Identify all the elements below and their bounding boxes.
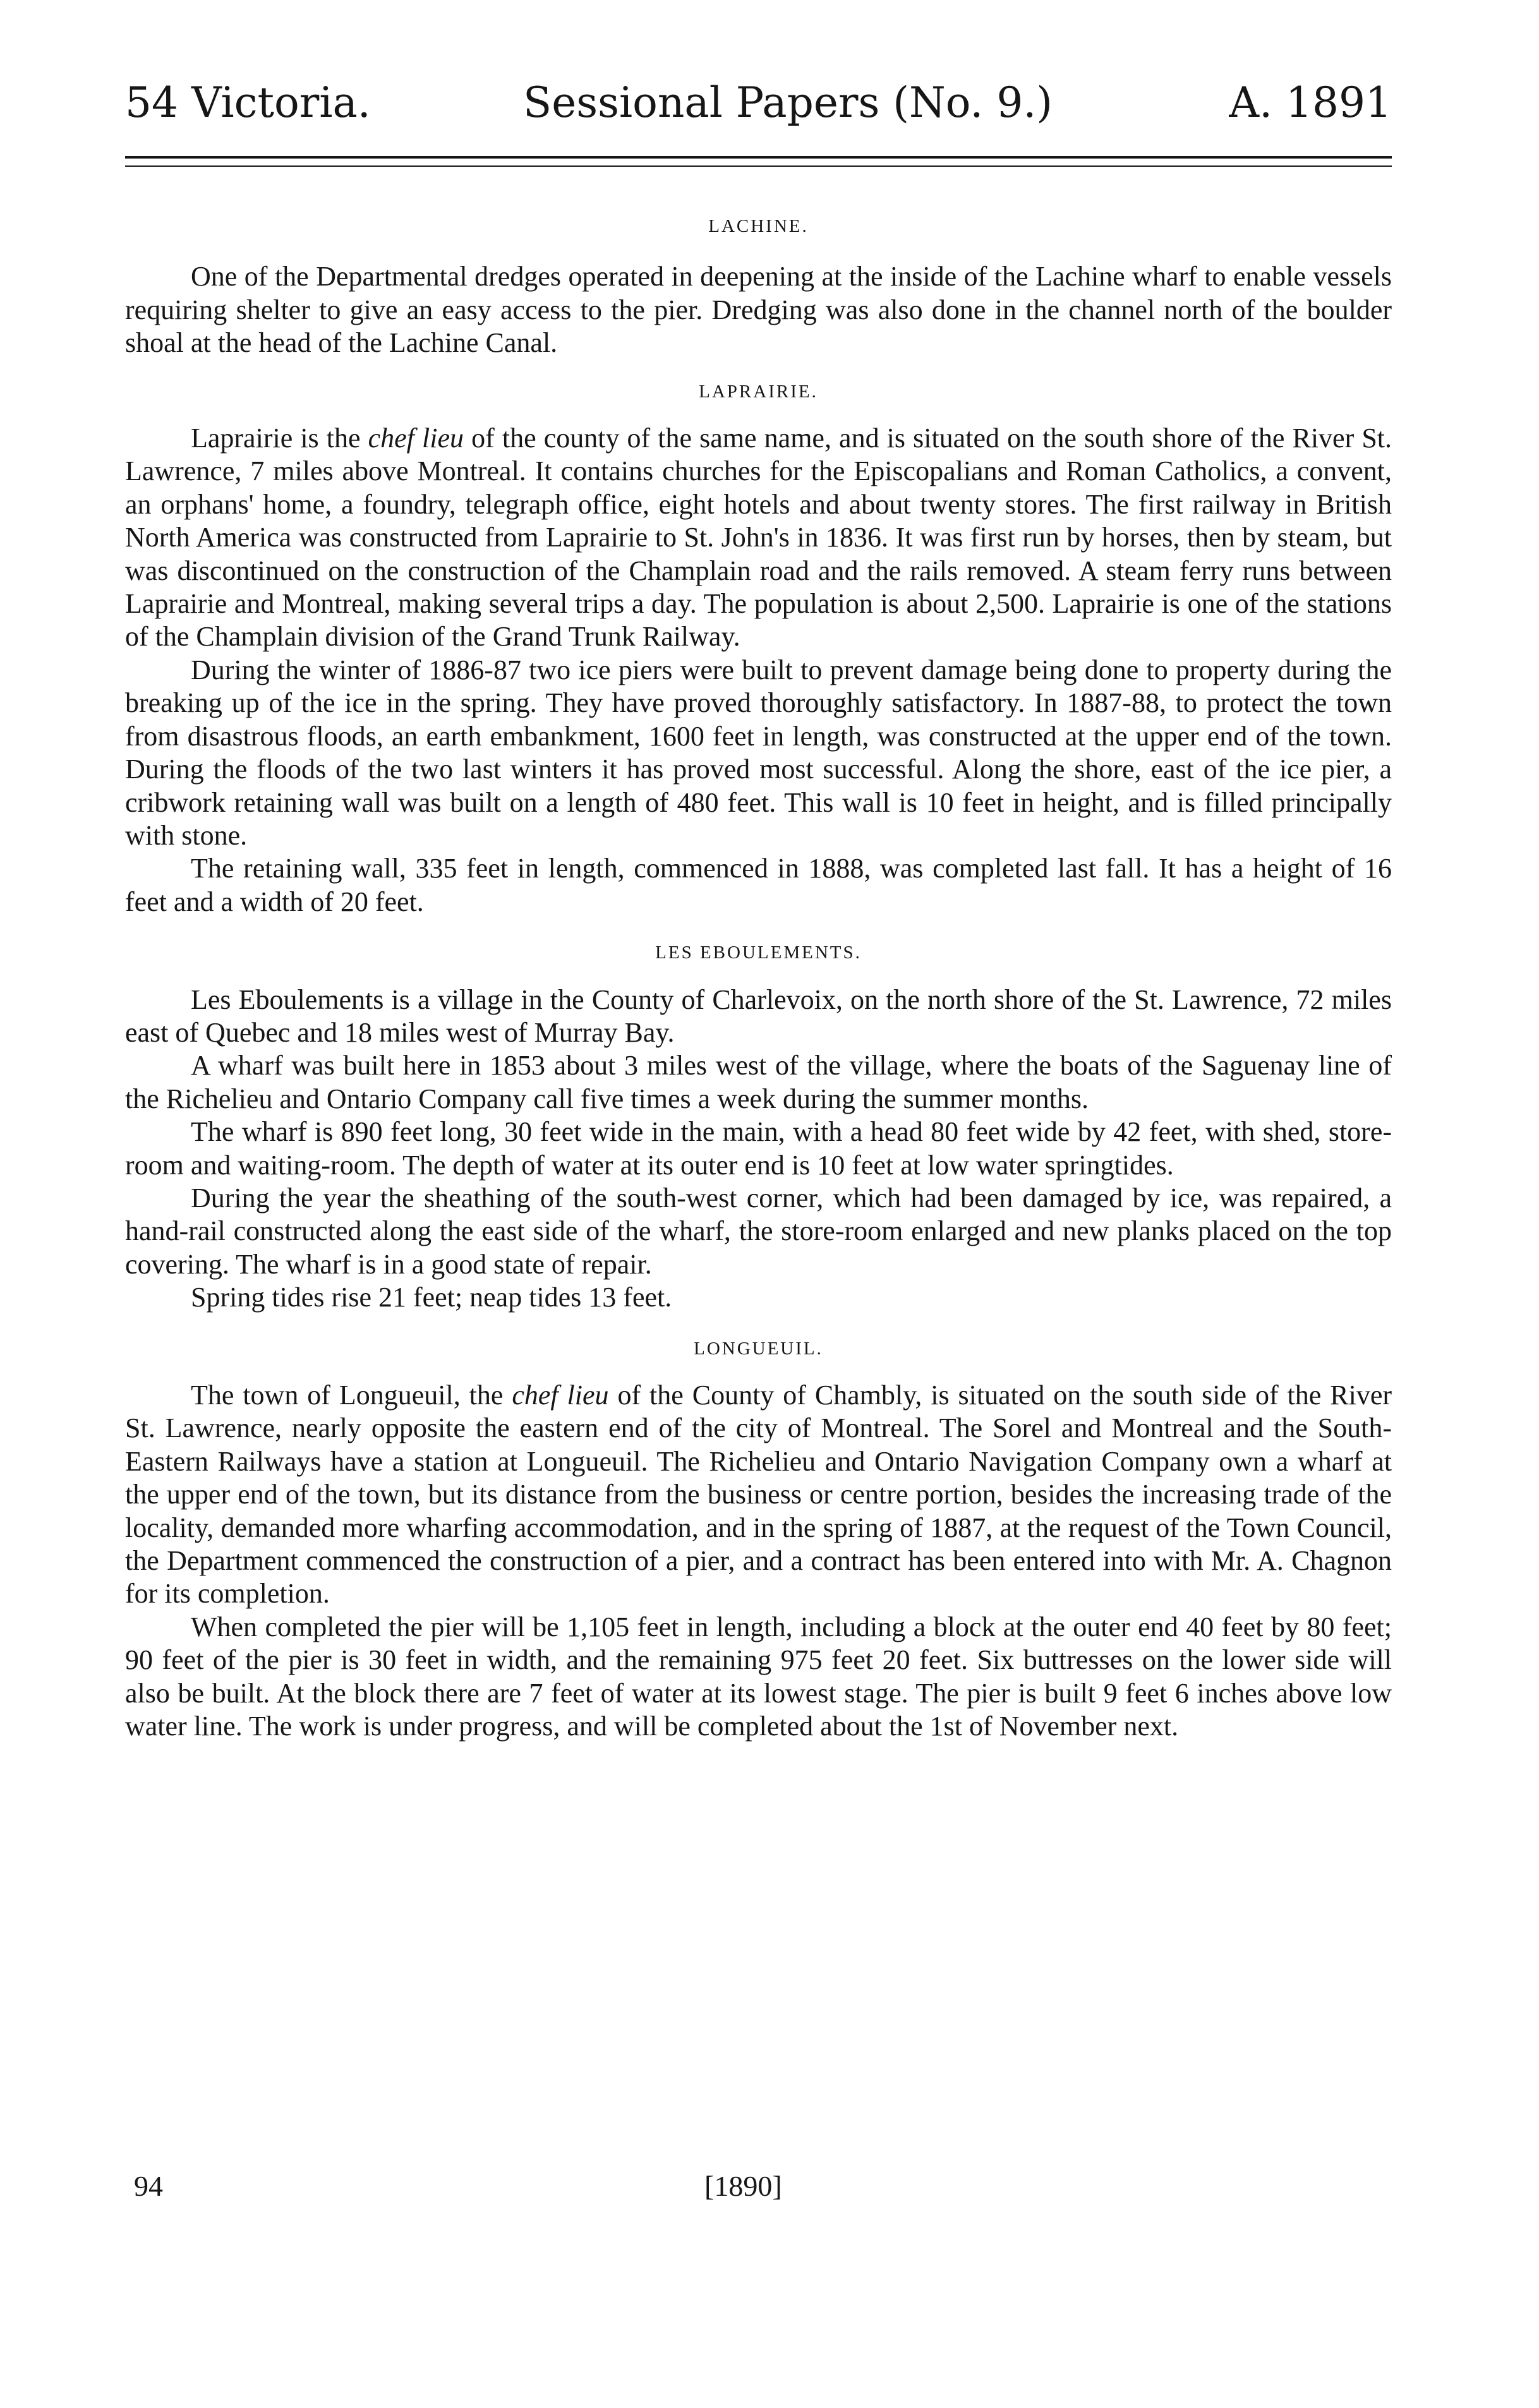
header-rule-thin	[125, 166, 1392, 167]
header-year: A. 1891	[1229, 78, 1392, 127]
paragraph-longueuil-2: When completed the pier will be 1,105 feet in length, including a block at the outer end 40 feet by 80 feet; 90 feet of the pier is 30 feet in width, and the remaining 975 feet 20 feet. Six buttresses on the lower side will also be built. At the block there are 7 feet of water at its lowest stage. The pier is built 9 feet 6 inches above low water line. The work is under progress, and will be completed about the 1st of November next.	[125, 1611, 1392, 1742]
section-heading-eboulements: LES EBOULEMENTS.	[655, 942, 862, 963]
page-body	[125, 193, 1392, 1743]
paragraph-eboulements-1: Les Eboulements is a village in the County of Charlevoix, on the north shore of the St. Lawrence, 72 miles east of Quebec and 18 miles west of Murray Bay.	[125, 984, 1392, 1048]
section-heading-lachine: LACHINE.	[708, 216, 809, 236]
section-heading-longueuil: LONGUEUIL.	[694, 1338, 823, 1359]
running-header	[125, 75, 1392, 131]
header-session: 54 Victoria.	[125, 78, 371, 127]
section-heading-laprairie: LAPRAIRIE.	[699, 381, 818, 402]
paragraph-eboulements-2: A wharf was built here in 1853 about 3 miles west of the village, where the boats of the Saguenay line of the Richelieu and Ontario Company call five times a week during the summer months.	[125, 1050, 1392, 1114]
paragraph-laprairie-2: During the winter of 1886-87 two ice piers were built to prevent damage being done to property during the breaking up of the ice in the spring. They have proved thoroughly satisfactory. In 1887-88, to protect the town from disastrous floods, an earth embankment, 1600 feet in length, was constructed at the upper end of the town. During the floods of the two last winters it has proved most successful. Along the shore, east of the ice pier, a cribwork retaining wall was built on a length of 480 feet. This wall is 10 feet in height, and is filled principally with stone.	[125, 654, 1392, 851]
paragraph-lachine-1: One of the Departmental dredges operated in deepening at the inside of the Lachine wharf to enable vessels requiring shelter to give an easy access to the pier. Dredging was also done in the channel north of the boulder shoal at the head of the Lachine Canal.	[125, 261, 1392, 359]
header-rule-thick	[125, 156, 1392, 159]
text-run: The town of Longueuil, the	[191, 1380, 512, 1411]
paragraph-laprairie-3: The retaining wall, 335 feet in length, commenced in 1888, was completed last fall. It has a height of 16 feet and a width of 20 feet.	[125, 853, 1392, 917]
header-title: Sessional Papers (No. 9.)	[523, 78, 1053, 127]
paragraph-eboulements-5: Spring tides rise 21 feet; neap tides 13 feet.	[191, 1282, 672, 1313]
paragraph-eboulements-4: During the year the sheathing of the south-west corner, which had been damaged by ice, was repaired, a hand-rail constructed along the east side of the wharf, the store-room enlarged and new planks placed on the top covering. The wharf is in a good state of repair.	[125, 1182, 1392, 1280]
paragraph-longueuil-1	[125, 1379, 1392, 1611]
text-run: of the county of the same name, and is situated on the south shore of the River St. Lawrence, 7 miles above Montreal. It contains churches for the Episcopalians and Roman Catholics, a convent, an orphans' home, a foundry, telegraph office, eight hotels and about twenty stores. The first railway in British North America was constructed from Laprairie to St. John's in 1836. It was first run by horses, then by steam, but was discontinued on the construction of the Champlain road and the rails removed. A steam ferry runs between Laprairie and Montreal, making several trips a day. The population is about 2,500. Laprairie is one of the stations of the Champlain division of the Grand Trunk Railway.	[125, 423, 1392, 653]
text-run: Laprairie is the	[191, 423, 368, 454]
footer-year: [1890]	[704, 2170, 782, 2202]
italic-term: chef lieu	[368, 423, 464, 454]
paragraph-laprairie-1	[125, 422, 1392, 654]
page-number: 94	[134, 2170, 163, 2202]
paragraph-eboulements-3: The wharf is 890 feet long, 30 feet wide in the main, with a head 80 feet wide by 42 feet, with shed, store-room and waiting-room. The depth of water at its outer end is 10 feet at low water springtides.	[125, 1116, 1392, 1181]
italic-term: chef lieu	[512, 1380, 609, 1411]
text-run: of the County of Chambly, is situated on the south side of the River St. Lawrence, nearly opposite the eastern end of the city of Montreal. The Sorel and Montreal and the South-Eastern Railways have a station at Longueuil. The Richelieu and Ontario Navigation Company own a wharf at the upper end of the town, but its distance from the business or centre portion, besides the increasing trade of the locality, demanded more wharfing accommodation, and in the spring of 1887, at the request of the Town Council, the Department commenced the construction of a pier, and a contract has been entered into with Mr. A. Chagnon for its completion.	[125, 1380, 1392, 1610]
